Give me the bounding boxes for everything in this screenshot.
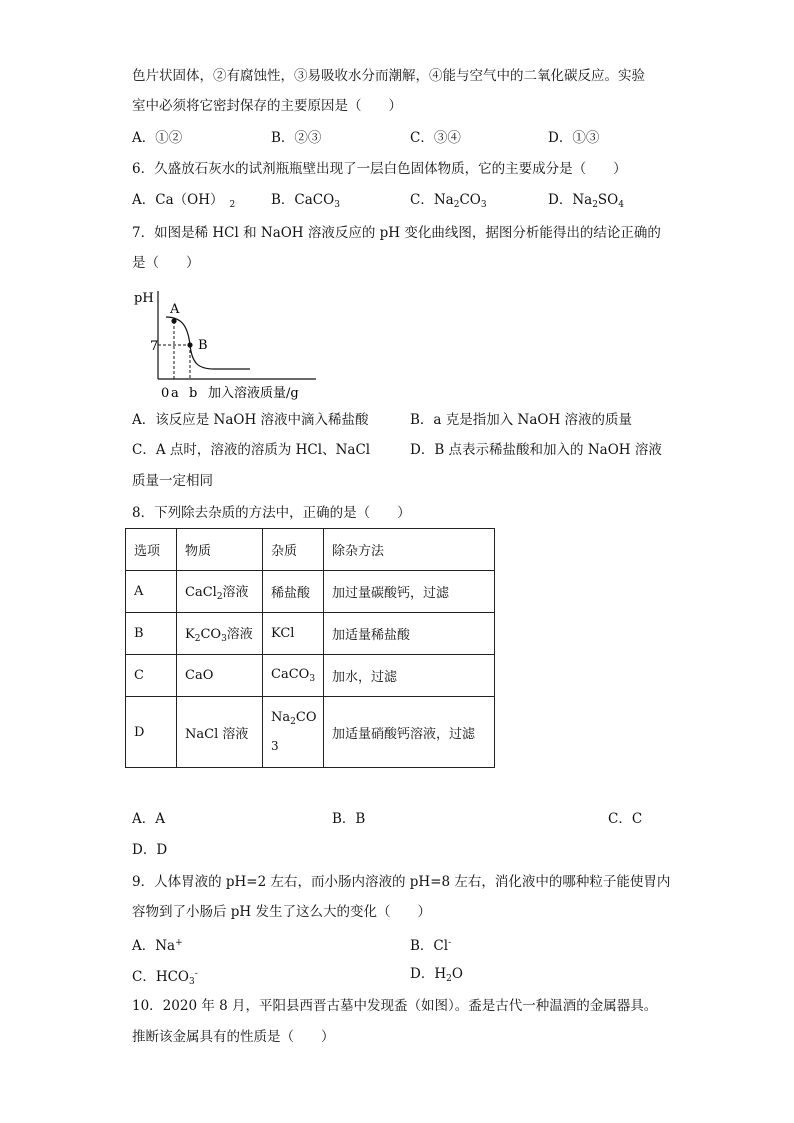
row-c-option: C [126,655,177,697]
header-substance: 物质 [177,529,263,571]
row-b-substance-sub2: 3 [221,634,227,644]
row-c-method: 加水，过滤 [324,655,495,697]
q6-option-a[interactable] [132,190,235,215]
q9-stem-line1: 9．人体胃液的 pH=2 左右，而小肠内溶液的 pH=8 左右，消化液中的哪种粒子能使胃内 [132,874,671,890]
row-d-method: 加适量硝酸钙溶液，过滤 [324,697,495,768]
q9-option-b-sup: - [448,938,452,948]
row-d-impurity-sub1: 2 [290,716,296,727]
row-b-substance [177,613,263,655]
point-b [187,342,192,347]
ph-curve-graph [128,283,328,403]
q9-option-c[interactable] [132,964,198,992]
q9-option-b[interactable] [410,933,451,956]
q9-option-c-sub: 3 [189,977,195,987]
row-b-option: B [126,613,177,655]
row-d-impurity-na: Na [271,709,291,725]
point-a [171,318,176,323]
table-row [126,613,495,655]
q8-stem: 8．下列除去杂质的方法中，正确的是（ ） [132,505,411,521]
impurity-table [125,528,495,768]
q6-option-c[interactable] [410,190,487,215]
row-a-method: 加过量碳酸钙，过滤 [324,571,495,613]
q7-option-d[interactable]: D．B 点表示稀盐酸和加入的 NaOH 溶液 [410,442,662,458]
q5-stem-line1: 色片状固体，②有腐蚀性，③易吸收水分而潮解，④能与空气中的二氧化碳反应。实验 [132,68,645,84]
q9-option-b-text: B．Cl [410,938,449,954]
q6-option-a-text: A．Ca（OH） [132,192,224,208]
q9-option-a[interactable] [132,933,183,956]
row-a-substance-sub: 2 [216,592,223,602]
q6-option-d[interactable] [548,190,624,215]
row-c-impurity [263,655,324,697]
q7-option-b[interactable]: B．a 克是指加入 NaOH 溶液的质量 [410,412,633,428]
table-row [126,655,495,697]
q6-option-b-text: B．CaCO [271,192,335,208]
x-axis-label: 加入溶液质量/g [208,386,299,401]
q6-option-d-sub1: 2 [592,200,598,210]
q5-option-b[interactable]: B．②③ [271,130,322,146]
table-header-row [126,529,495,571]
q5-option-c[interactable]: C．③④ [410,130,461,146]
row-d-option: D [126,697,177,768]
q9-option-d-tail: O [451,966,463,982]
q9-option-a-sup: + [175,938,183,948]
row-b-substance-tail: 溶液 [226,627,253,642]
q6-option-c-sub2: 3 [480,200,487,210]
q10-stem-line2: 推断该金属具有的性质是（ ） [132,1029,335,1045]
q6-option-d-text: D．Na [548,192,593,208]
q6-option-c-sub1: 2 [453,200,460,210]
header-impurity: 杂质 [263,529,324,571]
q9-option-c-text: C．HCO [132,969,189,985]
row-a-substance [177,571,263,613]
row-a-impurity: 稀盐酸 [263,571,324,613]
row-b-substance-k: K [185,627,195,642]
row-a-substance-text: CaCl [185,585,217,600]
row-d-substance: NaCl 溶液 [177,697,263,768]
q8-option-c[interactable]: C．C [608,811,643,827]
row-b-method: 加适量稀盐酸 [324,613,495,655]
q6-stem: 6．久盛放石灰水的试剂瓶瓶壁出现了一层白色固体物质，它的主要成分是（ ） [132,161,627,177]
y-axis-label: pH [134,291,154,306]
tick-b-label: b [189,386,198,401]
tick-a-label: a [171,386,179,401]
q6-option-d-sub2: 4 [618,200,624,210]
q9-option-d[interactable] [410,964,463,989]
q5-option-a[interactable]: A．①② [132,130,183,146]
table-row [126,697,495,768]
q6-option-b-sub: 3 [334,200,340,210]
row-d-impurity [263,697,324,768]
row-c-substance: CaO [177,655,263,697]
q7-option-c[interactable]: C．A 点时，溶液的溶质为 HCl、NaCl [132,442,371,458]
q6-option-c-mid: CO [459,192,481,208]
q6-option-d-mid: SO [597,192,619,208]
q8-option-a[interactable]: A．A [132,811,165,827]
table-row [126,571,495,613]
row-a-option: A [126,571,177,613]
ph-curve [166,317,250,369]
q7-option-d-continued: 质量一定相同 [132,473,213,489]
point-b-label: B [198,338,208,353]
q6-option-c-text: C．Na [410,192,454,208]
header-method: 除杂方法 [324,529,495,571]
q9-option-d-sub: 2 [446,974,452,984]
row-a-substance-tail: 溶液 [222,585,249,600]
q9-option-d-text: D．H [410,966,447,982]
q6-option-b[interactable] [271,190,340,215]
row-b-substance-co: CO [200,627,222,642]
q10-stem-line1: 10．2020 年 8 月，平阳县西晋古墓中发现盉（如图）。盉是古代一种温酒的金属器具。 [132,998,658,1014]
q9-stem-line2: 容物到了小肠后 pH 发生了这么大的变化（ ） [132,904,431,920]
q7-option-a[interactable]: A．该反应是 NaOH 溶液中滴入稀盐酸 [132,412,369,428]
y-tick-7: 7 [150,339,159,354]
header-option: 选项 [126,529,177,571]
q9-option-a-text: A．Na [132,938,176,954]
q8-option-b[interactable]: B．B [332,811,366,827]
q7-stem-line1: 7．如图是稀 HCl 和 NaOH 溶液反应的 pH 变化曲线图，据图分析能得出的结论正确的 [132,225,661,241]
q6-option-a-sub: 2 [229,200,236,210]
origin-label: 0 [161,386,170,401]
row-b-substance-sub1: 2 [194,634,201,644]
row-d-impurity-co: CO [295,709,317,725]
q7-stem-line2: 是（ ） [132,255,200,271]
point-a-label: A [170,302,180,317]
q8-option-d[interactable]: D．D [132,842,168,858]
q5-option-d[interactable]: D．①③ [548,130,600,146]
row-c-impurity-sub: 3 [309,674,316,684]
q5-stem-line2: 室中必须将它密封保存的主要原因是（ ） [132,98,402,114]
q9-option-c-sup: - [194,969,198,979]
row-c-impurity-text: CaCO [271,667,310,682]
row-b-impurity: KCl [263,613,324,655]
row-d-impurity-sub2: 3 [271,738,279,753]
